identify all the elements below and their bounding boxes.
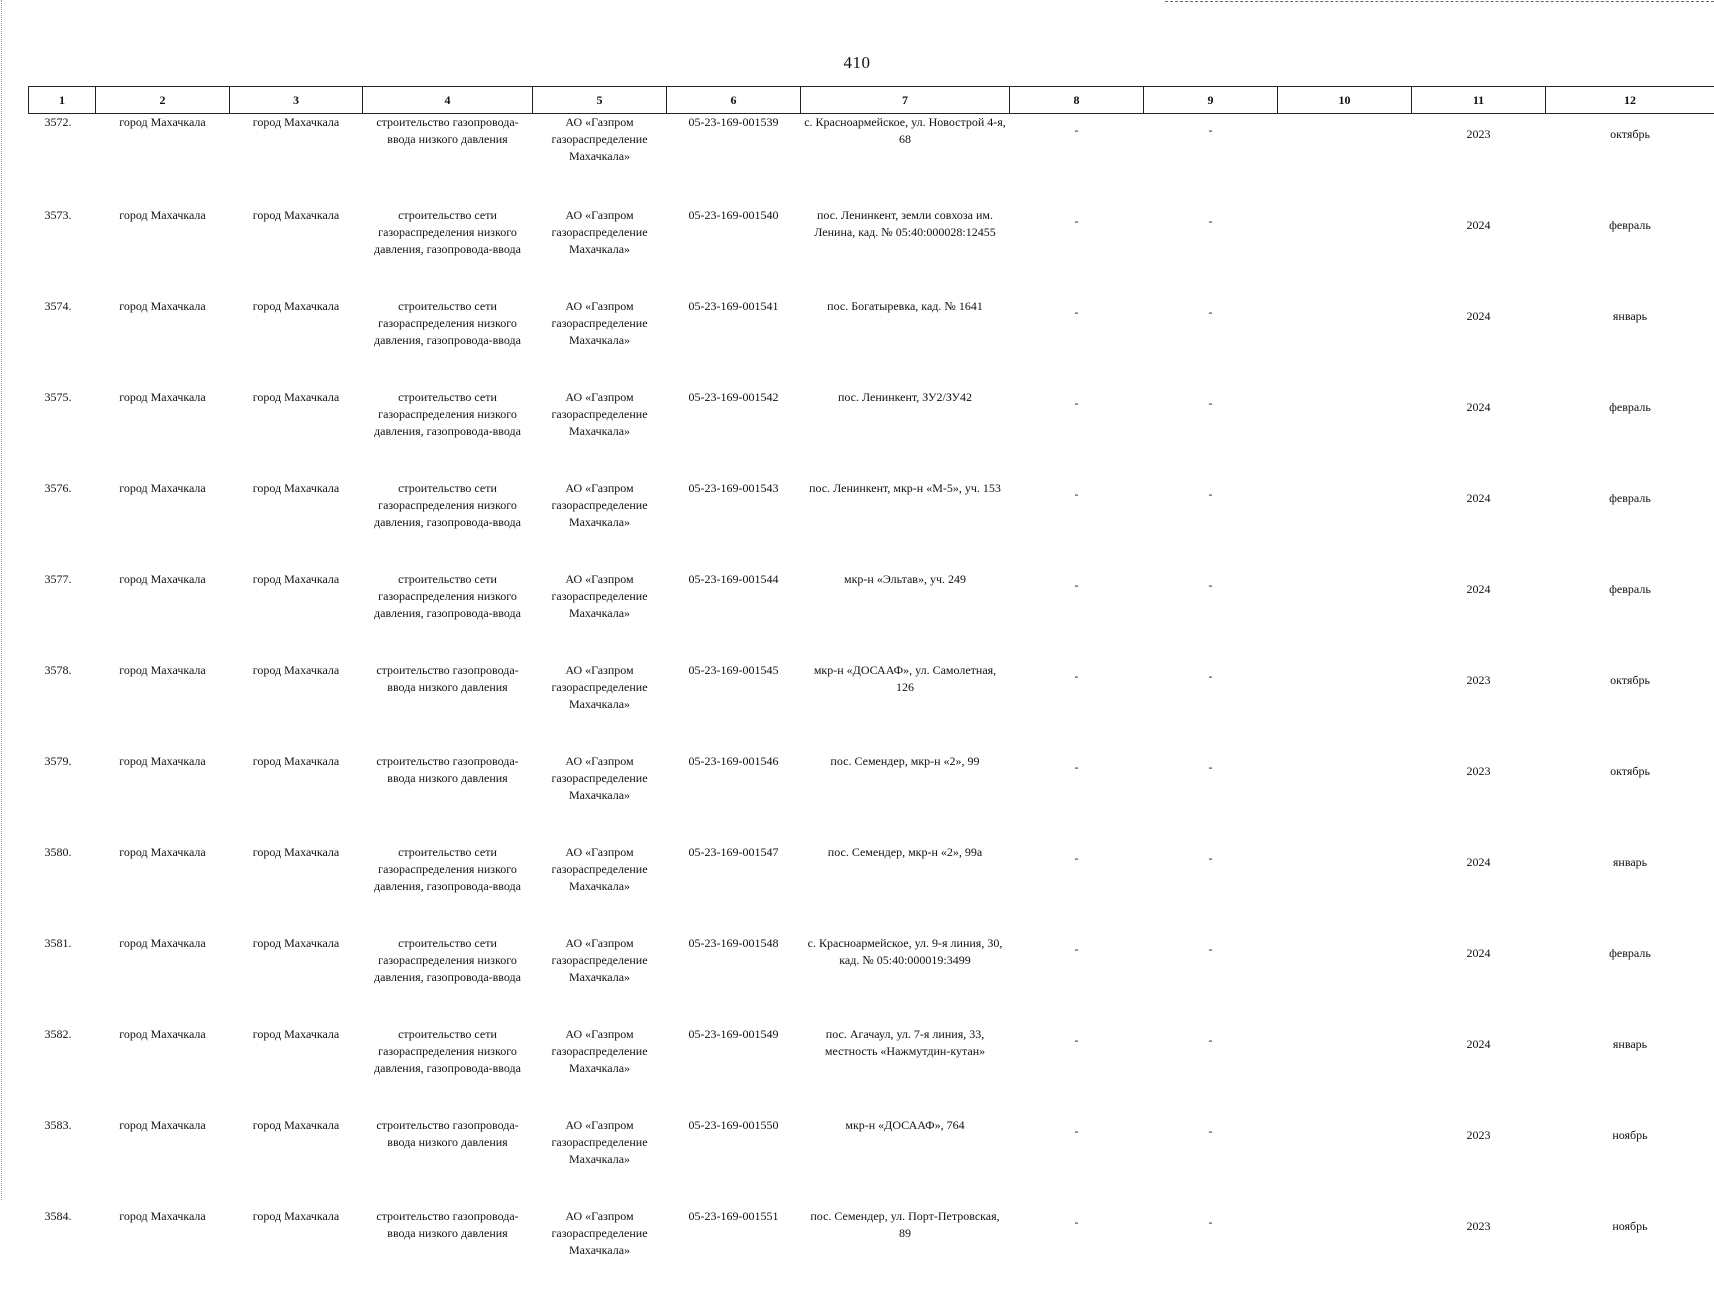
column-9-cell: -: [1144, 1115, 1278, 1206]
column-8-cell: -: [1010, 751, 1144, 842]
object-code-cell: 05-23-169-001545: [667, 660, 801, 751]
year-cell: 2024: [1412, 478, 1546, 569]
column-10-cell: [1278, 114, 1412, 206]
column-9-cell: -: [1144, 205, 1278, 296]
column-8-cell: -: [1010, 842, 1144, 933]
table-header: [29, 87, 1714, 114]
district-cell: город Махачкала: [96, 205, 230, 296]
work-description-cell: строительство сети газораспределения низкого давления, газопровода-ввода: [363, 933, 533, 1024]
address-cell: с. Красноармейское, ул. 9-я линия, 30, кад. № 05:40:000019:3499: [801, 933, 1010, 1024]
column-10-cell: [1278, 205, 1412, 296]
object-code-cell: 05-23-169-001540: [667, 205, 801, 296]
column-8-cell: -: [1010, 1115, 1144, 1206]
address-cell: пос. Ленинкент, мкр-н «М-5», уч. 153: [801, 478, 1010, 569]
table-row: [29, 114, 1714, 206]
column-8-cell: -: [1010, 114, 1144, 206]
table-row: [29, 751, 1714, 842]
row-number: 3582.: [29, 1024, 96, 1115]
column-9-cell: -: [1144, 933, 1278, 1024]
column-header: 4: [363, 87, 533, 114]
object-code-cell: 05-23-169-001547: [667, 842, 801, 933]
column-header: 12: [1546, 87, 1714, 114]
year-cell: 2024: [1412, 933, 1546, 1024]
month-cell: февраль: [1546, 569, 1714, 660]
organization-cell: АО «Газпром газораспределение Махачкала»: [533, 933, 667, 1024]
table-row: [29, 1115, 1714, 1206]
row-number: 3575.: [29, 387, 96, 478]
column-9-cell: -: [1144, 114, 1278, 206]
column-header: 5: [533, 87, 667, 114]
organization-cell: АО «Газпром газораспределение Махачкала»: [533, 660, 667, 751]
table-row: [29, 1024, 1714, 1115]
column-10-cell: [1278, 933, 1412, 1024]
month-cell: ноябрь: [1546, 1115, 1714, 1206]
address-cell: с. Красноармейское, ул. Новострой 4-я, 68: [801, 114, 1010, 206]
month-cell: январь: [1546, 1024, 1714, 1115]
month-cell: февраль: [1546, 205, 1714, 296]
column-header: 9: [1144, 87, 1278, 114]
settlement-cell: город Махачкала: [230, 842, 363, 933]
object-code-cell: 05-23-169-001544: [667, 569, 801, 660]
row-number: 3574.: [29, 296, 96, 387]
settlement-cell: город Махачкала: [230, 569, 363, 660]
object-code-cell: 05-23-169-001548: [667, 933, 801, 1024]
scan-artifact-left: [1, 0, 2, 1200]
row-number: 3578.: [29, 660, 96, 751]
work-description-cell: строительство сети газораспределения низкого давления, газопровода-ввода: [363, 387, 533, 478]
column-8-cell: -: [1010, 1024, 1144, 1115]
column-8-cell: -: [1010, 660, 1144, 751]
district-cell: город Махачкала: [96, 842, 230, 933]
year-cell: 2024: [1412, 569, 1546, 660]
organization-cell: АО «Газпром газораспределение Махачкала»: [533, 1206, 667, 1297]
settlement-cell: город Махачкала: [230, 387, 363, 478]
column-9-cell: -: [1144, 1206, 1278, 1297]
page-number: 410: [0, 53, 1714, 73]
object-code-cell: 05-23-169-001546: [667, 751, 801, 842]
object-code-cell: 05-23-169-001539: [667, 114, 801, 206]
year-cell: 2023: [1412, 660, 1546, 751]
district-cell: город Махачкала: [96, 1024, 230, 1115]
column-8-cell: -: [1010, 296, 1144, 387]
row-number: 3583.: [29, 1115, 96, 1206]
year-cell: 2023: [1412, 1206, 1546, 1297]
work-description-cell: строительство сети газораспределения низкого давления, газопровода-ввода: [363, 478, 533, 569]
address-cell: пос. Семендер, мкр-н «2», 99а: [801, 842, 1010, 933]
scan-artifact-top: [1165, 1, 1714, 2]
address-cell: пос. Ленинкент, земли совхоза им. Ленина, кад. № 05:40:000028:12455: [801, 205, 1010, 296]
month-cell: октябрь: [1546, 751, 1714, 842]
registry-table: [28, 86, 1714, 1297]
organization-cell: АО «Газпром газораспределение Махачкала»: [533, 205, 667, 296]
address-cell: мкр-н «ДОСААФ», 764: [801, 1115, 1010, 1206]
table-row: [29, 296, 1714, 387]
year-cell: 2024: [1412, 1024, 1546, 1115]
settlement-cell: город Махачкала: [230, 1206, 363, 1297]
column-header: 7: [801, 87, 1010, 114]
district-cell: город Махачкала: [96, 751, 230, 842]
row-number: 3584.: [29, 1206, 96, 1297]
table-body: [29, 114, 1714, 1297]
district-cell: город Махачкала: [96, 1206, 230, 1297]
object-code-cell: 05-23-169-001541: [667, 296, 801, 387]
object-code-cell: 05-23-169-001551: [667, 1206, 801, 1297]
table-row: [29, 478, 1714, 569]
settlement-cell: город Махачкала: [230, 114, 363, 206]
work-description-cell: строительство газопровода-ввода низкого давления: [363, 114, 533, 206]
column-header: 8: [1010, 87, 1144, 114]
organization-cell: АО «Газпром газораспределение Махачкала»: [533, 842, 667, 933]
row-number: 3579.: [29, 751, 96, 842]
organization-cell: АО «Газпром газораспределение Махачкала»: [533, 1024, 667, 1115]
column-8-cell: -: [1010, 1206, 1144, 1297]
column-10-cell: [1278, 1115, 1412, 1206]
object-code-cell: 05-23-169-001550: [667, 1115, 801, 1206]
year-cell: 2023: [1412, 114, 1546, 206]
address-cell: пос. Агачаул, ул. 7-я линия, 33, местность «Нажмутдин-кутан»: [801, 1024, 1010, 1115]
work-description-cell: строительство сети газораспределения низкого давления, газопровода-ввода: [363, 296, 533, 387]
column-header: 10: [1278, 87, 1412, 114]
column-9-cell: -: [1144, 478, 1278, 569]
column-8-cell: -: [1010, 478, 1144, 569]
address-cell: мкр-н «ДОСААФ», ул. Самолетная, 126: [801, 660, 1010, 751]
address-cell: мкр-н «Эльтав», уч. 249: [801, 569, 1010, 660]
table-row: [29, 1206, 1714, 1297]
organization-cell: АО «Газпром газораспределение Махачкала»: [533, 387, 667, 478]
work-description-cell: строительство газопровода-ввода низкого давления: [363, 1206, 533, 1297]
year-cell: 2024: [1412, 842, 1546, 933]
organization-cell: АО «Газпром газораспределение Махачкала»: [533, 1115, 667, 1206]
settlement-cell: город Махачкала: [230, 205, 363, 296]
row-number: 3577.: [29, 569, 96, 660]
column-8-cell: -: [1010, 933, 1144, 1024]
year-cell: 2024: [1412, 205, 1546, 296]
column-10-cell: [1278, 842, 1412, 933]
work-description-cell: строительство сети газораспределения низкого давления, газопровода-ввода: [363, 205, 533, 296]
district-cell: город Махачкала: [96, 933, 230, 1024]
column-10-cell: [1278, 478, 1412, 569]
district-cell: город Махачкала: [96, 296, 230, 387]
column-9-cell: -: [1144, 660, 1278, 751]
table-row: [29, 569, 1714, 660]
work-description-cell: строительство сети газораспределения низкого давления, газопровода-ввода: [363, 842, 533, 933]
month-cell: октябрь: [1546, 114, 1714, 206]
district-cell: город Махачкала: [96, 114, 230, 206]
address-cell: пос. Ленинкент, ЗУ2/ЗУ42: [801, 387, 1010, 478]
work-description-cell: строительство сети газораспределения низкого давления, газопровода-ввода: [363, 569, 533, 660]
work-description-cell: строительство газопровода-ввода низкого давления: [363, 751, 533, 842]
column-8-cell: -: [1010, 205, 1144, 296]
address-cell: пос. Семендер, мкр-н «2», 99: [801, 751, 1010, 842]
settlement-cell: город Махачкала: [230, 1115, 363, 1206]
column-8-cell: -: [1010, 569, 1144, 660]
organization-cell: АО «Газпром газораспределение Махачкала»: [533, 751, 667, 842]
column-header: 11: [1412, 87, 1546, 114]
year-cell: 2024: [1412, 387, 1546, 478]
settlement-cell: город Махачкала: [230, 1024, 363, 1115]
organization-cell: АО «Газпром газораспределение Махачкала»: [533, 478, 667, 569]
row-number: 3576.: [29, 478, 96, 569]
column-header: 1: [29, 87, 96, 114]
month-cell: январь: [1546, 296, 1714, 387]
district-cell: город Махачкала: [96, 1115, 230, 1206]
table-row: [29, 205, 1714, 296]
column-10-cell: [1278, 660, 1412, 751]
column-header: 2: [96, 87, 230, 114]
column-9-cell: -: [1144, 842, 1278, 933]
settlement-cell: город Махачкала: [230, 933, 363, 1024]
row-number: 3581.: [29, 933, 96, 1024]
organization-cell: АО «Газпром газораспределение Махачкала»: [533, 296, 667, 387]
row-number: 3580.: [29, 842, 96, 933]
organization-cell: АО «Газпром газораспределение Махачкала»: [533, 569, 667, 660]
work-description-cell: строительство газопровода-ввода низкого давления: [363, 660, 533, 751]
object-code-cell: 05-23-169-001543: [667, 478, 801, 569]
object-code-cell: 05-23-169-001549: [667, 1024, 801, 1115]
settlement-cell: город Махачкала: [230, 751, 363, 842]
column-9-cell: -: [1144, 387, 1278, 478]
district-cell: город Махачкала: [96, 569, 230, 660]
row-number: 3573.: [29, 205, 96, 296]
column-9-cell: -: [1144, 1024, 1278, 1115]
table-row: [29, 933, 1714, 1024]
column-header: 6: [667, 87, 801, 114]
table-row: [29, 387, 1714, 478]
month-cell: ноябрь: [1546, 1206, 1714, 1297]
address-cell: пос. Семендер, ул. Порт-Петровская, 89: [801, 1206, 1010, 1297]
settlement-cell: город Махачкала: [230, 660, 363, 751]
object-code-cell: 05-23-169-001542: [667, 387, 801, 478]
month-cell: февраль: [1546, 387, 1714, 478]
month-cell: октябрь: [1546, 660, 1714, 751]
settlement-cell: город Махачкала: [230, 296, 363, 387]
district-cell: город Махачкала: [96, 387, 230, 478]
column-10-cell: [1278, 1024, 1412, 1115]
column-10-cell: [1278, 387, 1412, 478]
district-cell: город Махачкала: [96, 660, 230, 751]
district-cell: город Махачкала: [96, 478, 230, 569]
month-cell: январь: [1546, 842, 1714, 933]
column-8-cell: -: [1010, 387, 1144, 478]
row-number: 3572.: [29, 114, 96, 206]
column-10-cell: [1278, 569, 1412, 660]
month-cell: февраль: [1546, 933, 1714, 1024]
column-10-cell: [1278, 1206, 1412, 1297]
year-cell: 2023: [1412, 751, 1546, 842]
table-row: [29, 660, 1714, 751]
address-cell: пос. Богатыревка, кад. № 1641: [801, 296, 1010, 387]
table-row: [29, 842, 1714, 933]
year-cell: 2024: [1412, 296, 1546, 387]
settlement-cell: город Махачкала: [230, 478, 363, 569]
work-description-cell: строительство газопровода-ввода низкого давления: [363, 1115, 533, 1206]
column-9-cell: -: [1144, 751, 1278, 842]
column-10-cell: [1278, 751, 1412, 842]
column-9-cell: -: [1144, 296, 1278, 387]
organization-cell: АО «Газпром газораспределение Махачкала»: [533, 114, 667, 206]
column-9-cell: -: [1144, 569, 1278, 660]
work-description-cell: строительство сети газораспределения низкого давления, газопровода-ввода: [363, 1024, 533, 1115]
year-cell: 2023: [1412, 1115, 1546, 1206]
column-header: 3: [230, 87, 363, 114]
column-10-cell: [1278, 296, 1412, 387]
month-cell: февраль: [1546, 478, 1714, 569]
